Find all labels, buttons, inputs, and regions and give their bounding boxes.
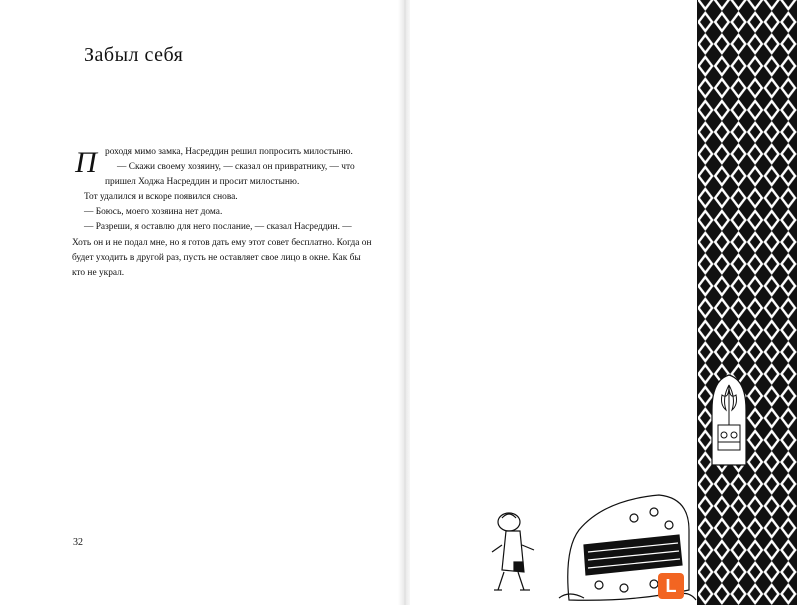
lamp-illustration: [704, 370, 754, 470]
story-title: Забыл себя: [84, 44, 184, 66]
paragraph-1: Проходя мимо замка, Насреддин решил попросить милостыню.: [72, 145, 372, 160]
story-text: [72, 145, 372, 281]
decorative-dropcap: П: [75, 146, 97, 179]
paragraph-4: — Боюсь, моего хозяина нет дома.: [84, 207, 223, 218]
small-character-drawing: [492, 513, 534, 590]
page-number: 32: [73, 537, 83, 548]
geometric-pattern-border: [697, 0, 797, 605]
paragraph-3: Тот удалился и вскоре появился снова.: [84, 192, 238, 203]
publisher-logo-badge: L: [658, 573, 684, 599]
paragraph-2: — Скажи своему хозяину, — сказал он привратнику, — что пришел Ходжа Насреддин и просит милостыню.: [105, 162, 355, 188]
paragraph-5: — Разреши, я оставлю для него послание, — сказал Насреддин. — Хоть он и не подал мне, но я готов дать ему этот совет бесплатно. Когда он будет уходить в другой раз, пусть не оставляет свое лицо в окне. Как бы кто не украл.: [72, 222, 372, 278]
